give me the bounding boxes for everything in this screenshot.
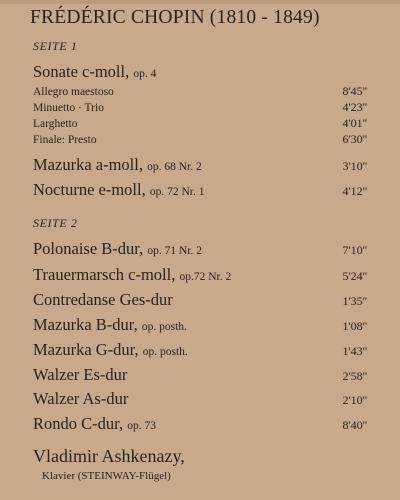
- composer-heading: FRÉDÉRIC CHOPIN (1810 - 1849): [30, 7, 320, 28]
- track-duration: 3'10'': [342, 159, 367, 173]
- track-row: [33, 62, 367, 82]
- track-row: [33, 340, 367, 360]
- track-duration: 7'10'': [342, 243, 367, 257]
- track-row: [33, 180, 367, 200]
- track-title: Walzer As-dur: [33, 389, 129, 408]
- track-row: [33, 414, 367, 434]
- side-1-label: SEITE 1: [33, 39, 78, 53]
- track-title: Rondo C-dur, op. 73: [33, 414, 156, 433]
- track-duration: 1'35'': [342, 294, 367, 308]
- track-row: [33, 389, 367, 409]
- track-title: Polonaise B-dur, op. 71 Nr. 2: [33, 239, 202, 258]
- track-row: [33, 239, 367, 259]
- track-duration: 1'43'': [342, 344, 367, 358]
- track-row: [33, 265, 367, 285]
- movement-duration: 4'01'': [342, 116, 367, 130]
- movement-row: [33, 84, 367, 99]
- movement-title: Minuetto · Trio: [33, 102, 104, 114]
- movement-row: [33, 100, 367, 115]
- movement-title: Allegro maestoso: [33, 86, 114, 98]
- track-title: Mazurka a-moll, op. 68 Nr. 2: [33, 155, 202, 174]
- track-title: Mazurka G-dur, op. posth.: [33, 340, 188, 359]
- movement-duration: 4'23'': [342, 100, 367, 114]
- track-duration: 2'58'': [342, 369, 367, 383]
- side-2-label: SEITE 2: [33, 216, 78, 230]
- movement-title: Larghetto: [33, 118, 78, 130]
- top-edge-band: [0, 0, 400, 4]
- track-title: Trauermarsch c-moll, op.72 Nr. 2: [33, 265, 232, 284]
- track-title: Mazurka B-dur, op. posth.: [33, 315, 187, 334]
- track-duration: 5'24'': [342, 269, 367, 283]
- track-title: Contredanse Ges-dur: [33, 290, 173, 309]
- track-title: Nocturne e-moll, op. 72 Nr. 1: [33, 180, 205, 199]
- track-row: [33, 315, 367, 335]
- track-duration: 4'12'': [342, 184, 367, 198]
- track-row: [33, 290, 367, 310]
- track-title: Sonate c-moll, op. 4: [33, 62, 157, 81]
- track-row: [33, 155, 367, 175]
- movement-duration: 6'30'': [342, 132, 367, 146]
- performer-name: Vladimir Ashkenazy,: [33, 446, 185, 466]
- movement-title: Finale: Presto: [33, 134, 97, 146]
- movement-row: [33, 132, 367, 147]
- track-title: Walzer Es-dur: [33, 365, 128, 384]
- track-duration: 8'40'': [342, 418, 367, 432]
- track-duration: 2'10'': [342, 393, 367, 407]
- movement-row: [33, 116, 367, 131]
- track-duration: 1'08'': [342, 319, 367, 333]
- movement-duration: 8'45'': [342, 84, 367, 98]
- performer-instrument: Klavier (STEINWAY-Flügel): [42, 470, 171, 482]
- track-row: [33, 365, 367, 385]
